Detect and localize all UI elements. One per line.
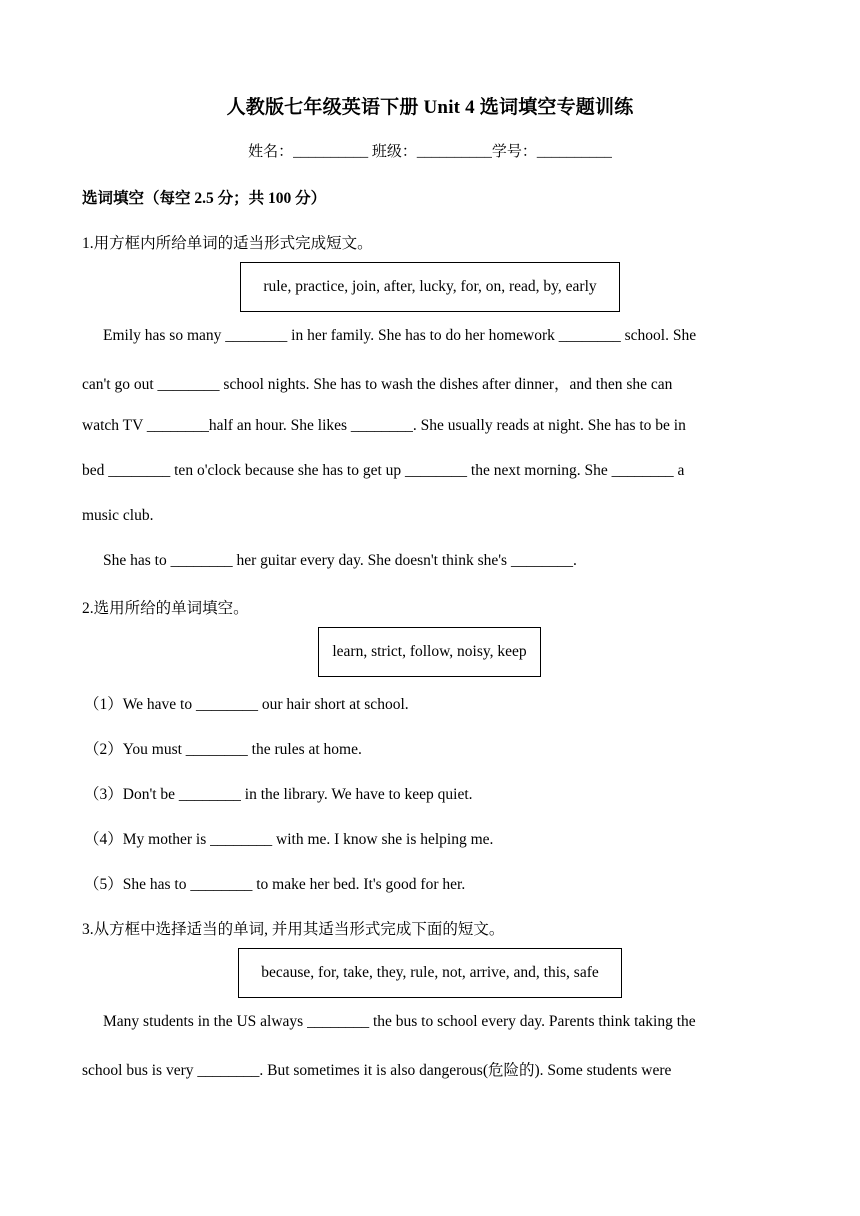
q2-item: （4）My mother is ________ with me. I know she is helping me. [84,831,494,848]
student-info-line: 姓名：__________ 班级：__________学号：__________ [248,144,612,160]
q1-prompt: 1.用方框内所给单词的适当形式完成短文。 [82,235,373,252]
q3-word-box: because, for, take, they, rule, not, arrive, and, this, safe [238,948,622,998]
q2-item: （1）We have to ________ our hair short at school. [84,696,409,713]
q2-item: （2）You must ________ the rules at home. [84,741,362,758]
q1-passage-line: music club. [82,507,154,524]
q1-passage-line: She has to ________ her guitar every day. She doesn't think she's ________. [103,552,577,569]
q2-item: （3）Don't be ________ in the library. We have to keep quiet. [84,786,473,803]
q1-passage-line: can't go out ________ school nights. She has to wash the dishes after dinner，and then she can [82,376,673,393]
q3-passage-line: school bus is very ________. But sometimes it is also dangerous(危险的). Some students were [82,1062,672,1079]
q2-word-box: learn, strict, follow, noisy, keep [318,627,541,677]
page-title: 人教版七年级英语下册 Unit 4 选词填空专题训练 [226,97,634,118]
q1-passage-line: bed ________ ten o'clock because she has to get up ________ the next morning. She ________ a [82,462,685,479]
q3-passage-line: Many students in the US always ________ the bus to school every day. Parents think taking the [103,1013,696,1030]
q1-passage-line: watch TV ________half an hour. She likes ________. She usually reads at night. She has to be in [82,417,686,434]
q2-prompt: 2.选用所给的单词填空。 [82,600,249,617]
q1-passage-line: Emily has so many ________ in her family. She has to do her homework ________ school. She [103,327,697,344]
q1-word-box: rule, practice, join, after, lucky, for, on, read, by, early [240,262,620,312]
section-heading: 选词填空（每空 2.5 分；共 100 分） [82,190,327,207]
q3-prompt: 3.从方框中选择适当的单词, 并用其适当形式完成下面的短文。 [82,921,505,938]
q2-item: （5）She has to ________ to make her bed. It's good for her. [84,876,466,893]
